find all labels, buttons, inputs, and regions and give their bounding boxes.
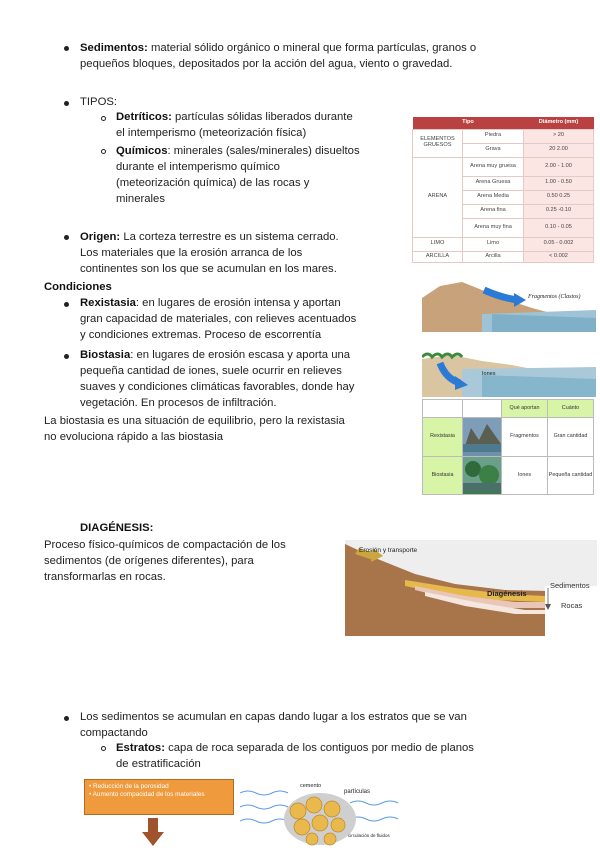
origen-term: Origen: xyxy=(80,231,121,243)
estratos-text-2: de estratificación xyxy=(116,758,201,771)
grid-row1-label: Rexistasia xyxy=(423,418,463,457)
rexistasia-text-3: y condiciones extremas. Proceso de escorrentía xyxy=(80,329,322,342)
origen-text-3: continentes son los que se acumulan en los mares. xyxy=(80,263,337,276)
biostasia-definition xyxy=(80,347,415,411)
row-tipo: Arena Gruesa xyxy=(463,176,524,190)
compaction-item-1: Reducción de la porosidad xyxy=(93,783,169,790)
diagenesis-text-1: Proceso físico-químicos de compactación de los xyxy=(44,539,286,551)
diagenesis-heading xyxy=(80,520,153,536)
row-diam: 2.00 - 1.00 xyxy=(524,157,594,176)
biostasia-photo xyxy=(463,456,502,495)
compaction-box: • Reducción de la porosidad • Aumento compacidad de los materiales xyxy=(84,779,234,815)
row-diam: 0.10 - 0.05 xyxy=(524,218,594,237)
sedimentos-text-1: material sólido orgánico o mineral que forma partículas, granos o xyxy=(150,42,477,54)
detriticos-definition xyxy=(116,109,406,141)
diagenesis-definition xyxy=(44,537,344,585)
fig-particulas-label: partículas xyxy=(344,789,371,795)
particles-illustration xyxy=(240,779,400,848)
fig-cemento-label: cemento xyxy=(300,783,322,789)
detriticos-text-1: partículas sólidas liberados durante xyxy=(175,111,353,123)
equilibrio-text-2: no evoluciona rápido a las biostasia xyxy=(44,431,223,444)
estratos-text-1: capa de roca separada de los contiguos por medio de planos xyxy=(168,742,474,754)
grid-col2-header: Cuánto xyxy=(548,400,594,418)
header-diametro: Diámetro (mm) xyxy=(524,117,594,129)
fig-erosion-label: Erosión y transporte xyxy=(359,547,418,554)
sedimentos-text-2: pequeños bloques, depositados por la acción del agua, viento o gravedad. xyxy=(80,58,453,71)
row-tipo: Arcilla xyxy=(463,251,524,262)
row-tipo: Arena Media xyxy=(463,190,524,204)
fig-diagenesis-label: Diagénesis xyxy=(487,589,527,598)
row-diam: 0.25 -0.10 xyxy=(524,204,594,218)
row-diam: > 20 xyxy=(524,129,594,143)
estratos-intro-text-1: Los sedimentos se acumulan en capas dando lugar a los estratos que se van xyxy=(80,711,467,723)
condition-grid xyxy=(422,399,594,495)
sedimentos-definition xyxy=(80,40,570,72)
row-tipo: Arena muy fina xyxy=(463,218,524,237)
diagenesis-illustration xyxy=(345,540,597,636)
rexistasia-definition xyxy=(80,295,415,343)
group-arena: ARENA xyxy=(413,157,463,237)
tipos-label: TIPOS: xyxy=(80,96,118,108)
detriticos-text-2: el intemperismo (meteorización física) xyxy=(116,127,307,140)
group-arcilla: ARCILLA xyxy=(413,251,463,262)
group-limo: LIMO xyxy=(413,237,463,251)
rexistasia-illustration xyxy=(422,278,596,332)
quimicos-text-3: (meteorización química) de las rocas y xyxy=(116,177,310,190)
grid-row2-col2: Pequeña cantidad xyxy=(548,456,594,495)
biostasia-text-4: vegetación. En procesos de infiltración. xyxy=(80,397,277,410)
biostasia-text-3: suaves y condiciones climáticas favorables, donde hay xyxy=(80,381,355,394)
grid-row1-col1: Fragmentos xyxy=(502,418,548,457)
condiciones-heading xyxy=(44,279,112,295)
row-tipo: Arena fina xyxy=(463,204,524,218)
row-diam: 1.00 - 0.50 xyxy=(524,176,594,190)
row-tipo: Piedra xyxy=(463,129,524,143)
detriticos-term: Detríticos: xyxy=(116,111,172,123)
biostasia-illustration xyxy=(422,345,596,397)
biostasia-text-2: pequeña cantidad de iones, suele ocurrir en relieves xyxy=(80,365,342,378)
compaction-item-2: Aumento compacidad de los materiales xyxy=(92,791,205,798)
rexistasia-photo xyxy=(463,418,502,457)
diagenesis-text-3: transformarlas en rocas. xyxy=(44,571,166,584)
diagenesis-text-2: sedimentos (de orígenes diferentes), para xyxy=(44,555,254,568)
condiciones-heading-text: Condiciones xyxy=(44,281,112,293)
row-diam: < 0.002 xyxy=(524,251,594,262)
origen-text-1: La corteza terrestre es un sistema cerrado. xyxy=(123,231,339,243)
biostasia-text-1: : en lugares de erosión escasa y aporta una xyxy=(130,349,351,361)
header-tipo: Tipo xyxy=(413,117,524,129)
grid-row2-col1: Iones xyxy=(502,456,548,495)
down-arrow-icon xyxy=(140,818,166,848)
grid-row1-col2: Gran cantidad xyxy=(548,418,594,457)
row-tipo: Limo xyxy=(463,237,524,251)
row-diam: 0.50 0.25 xyxy=(524,190,594,204)
fig-circulacion-label: circulación de fluidos xyxy=(348,833,390,838)
fig-sedimentos-label: Sedimentos xyxy=(550,581,590,590)
estratos-term: Estratos: xyxy=(116,742,165,754)
row-tipo: Grava xyxy=(463,143,524,157)
quimicos-definition xyxy=(116,143,416,207)
rexistasia-caption: Fragmentos (Clastos) xyxy=(528,294,581,300)
quimicos-term: Químicos xyxy=(116,145,168,157)
rexistasia-text-2: gran capacidad de materiales, con relieves acentuados xyxy=(80,313,357,326)
fig-rocas-label: Rocas xyxy=(561,601,583,610)
row-diam: 0.05 - 0.002 xyxy=(524,237,594,251)
estratos-intro xyxy=(80,709,570,741)
row-diam: 20 2.00 xyxy=(524,143,594,157)
biostasia-caption: Iones xyxy=(482,371,496,377)
grid-row2-label: Biostasia xyxy=(423,456,463,495)
origen-definition xyxy=(80,229,410,277)
quimicos-text-2: durante el intemperismo químico xyxy=(116,161,280,174)
group-gruesos: ELEMENTOS GRUESOS xyxy=(413,129,463,157)
rexistasia-text-1: : en lugares de erosión intensa y aportan xyxy=(135,297,341,309)
quimicos-text-1: : minerales (sales/minerales) disueltos xyxy=(167,145,360,157)
estratos-intro-text-2: compactando xyxy=(80,727,148,740)
diagenesis-heading-text: DIAGÉNESIS: xyxy=(80,522,154,534)
sedimentos-term: Sedimentos: xyxy=(80,42,148,54)
grid-col1-header: Qué aportan xyxy=(502,400,548,418)
origen-text-2: Los materiales que la erosión arranca de los xyxy=(80,247,303,260)
rexistasia-term: Rexistasia xyxy=(80,297,136,309)
equilibrio-text-1: La biostasia es una situación de equilibrio, pero la rexistasia xyxy=(44,415,345,427)
equilibrio-note xyxy=(44,413,404,445)
estratos-definition xyxy=(116,740,556,772)
row-tipo: Arena muy gruesa xyxy=(463,157,524,176)
grain-size-table xyxy=(412,117,594,263)
biostasia-term: Biostasia xyxy=(80,349,131,361)
quimicos-text-4: minerales xyxy=(116,193,165,206)
